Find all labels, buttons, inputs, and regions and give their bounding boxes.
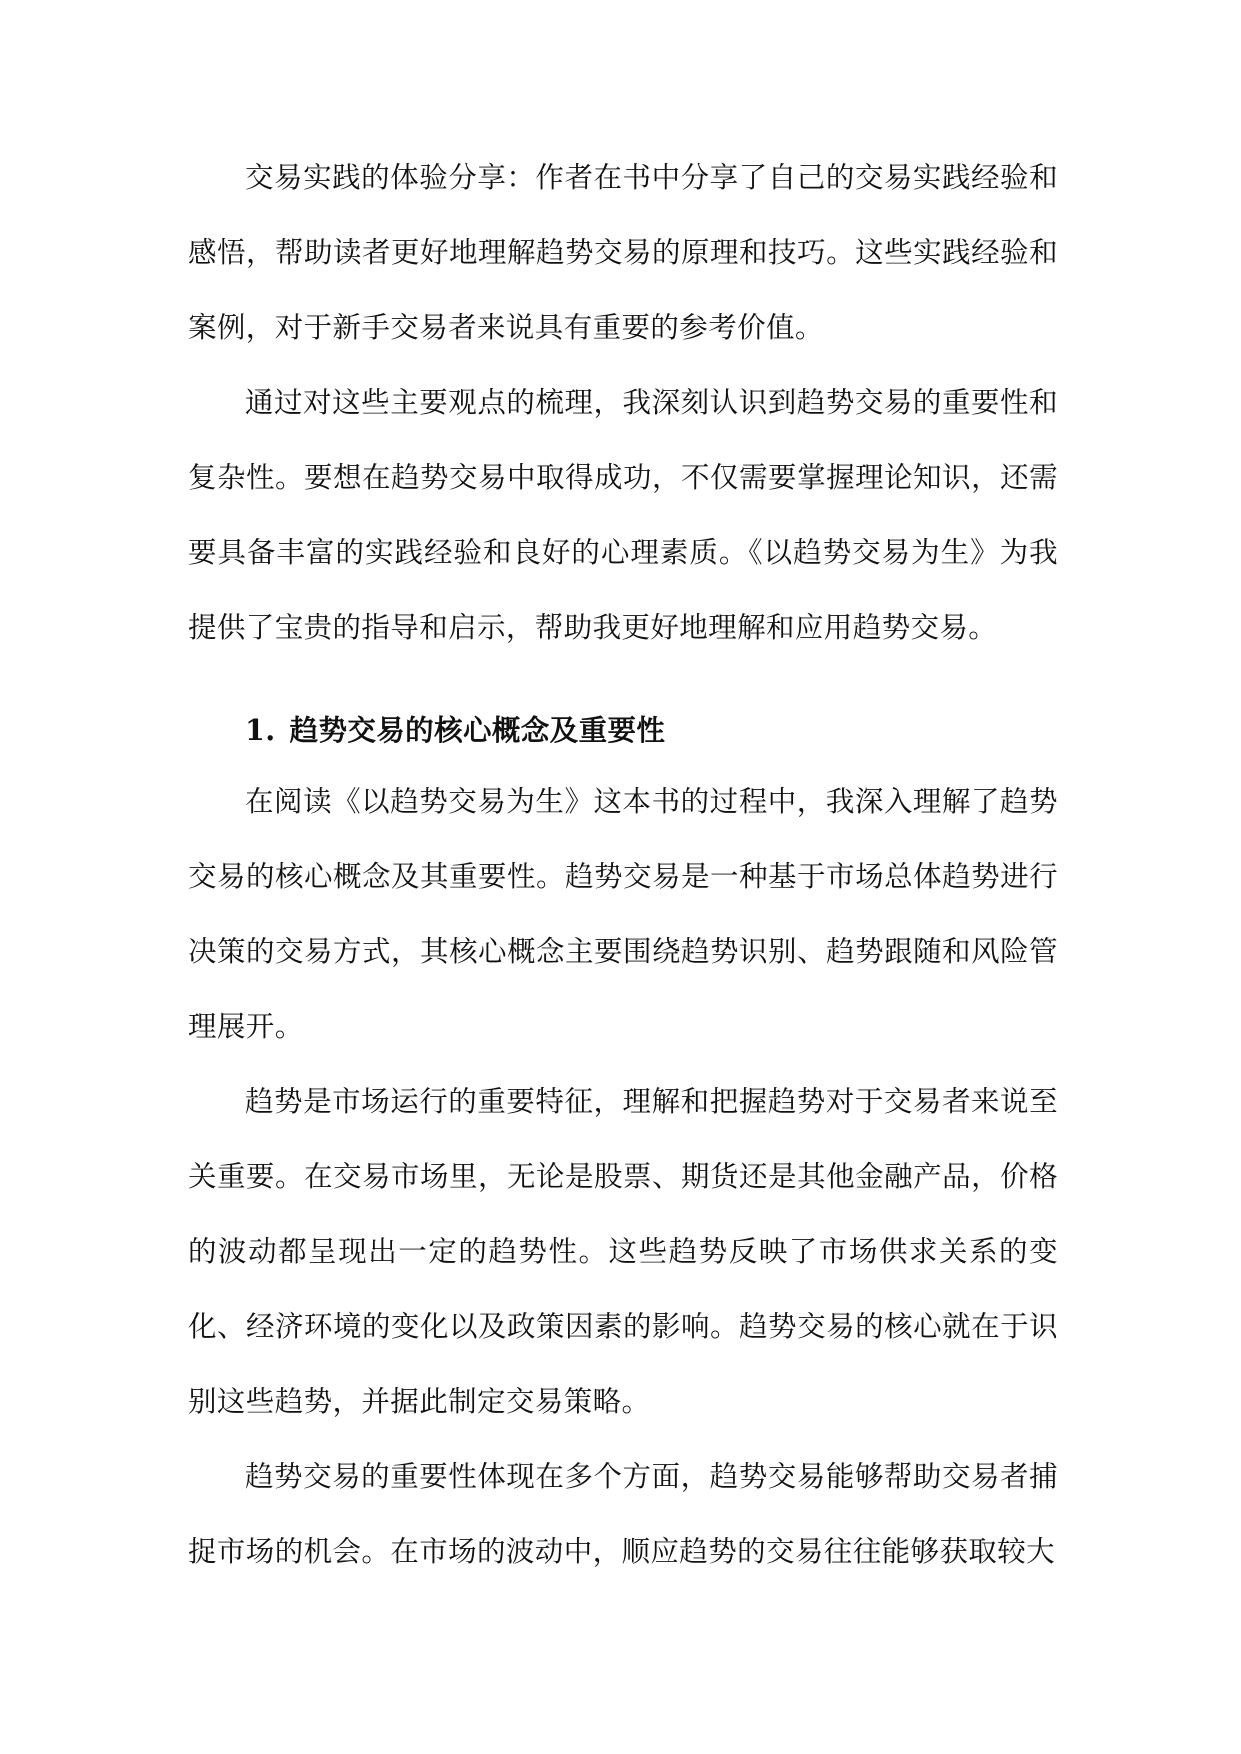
body-paragraph: 在阅读《以趋势交易为生》这本书的过程中，我深入理解了趋势交易的核心概念及其重要性。趋势交易是一种基于市场总体趋势进行决策的交易方式，其核心概念主要围绕趋势识别、趋势跟随和风险管理展开。 xyxy=(188,785,1058,1043)
body-paragraph: 通过对这些主要观点的梳理，我深刻认识到趋势交易的重要性和复杂性。要想在趋势交易中取得成功，不仅需要掌握理论知识，还需要具备丰富的实践经验和良好的心理素质。《以趋势交易为生》为我提供了宝贵的指导和启示，帮助我更好地理解和应用趋势交易。 xyxy=(188,386,1058,644)
body-paragraph: 趋势交易的重要性体现在多个方面，趋势交易能够帮助交易者捕捉市场的机会。在市场的波动中，顺应趋势的交易往往能够获取较大 xyxy=(188,1460,1058,1568)
body-paragraph: 趋势是市场运行的重要特征，理解和把握趋势对于交易者来说至关重要。在交易市场里，无论是股票、期货还是其他金融产品，价格的波动都呈现出一定的趋势性。这些趋势反映了市场供求关系的变化、经济环境的变化以及政策因素的影响。趋势交易的核心就在于识别这些趋势，并据此制定交易策略。 xyxy=(188,1085,1058,1418)
section-number: 1. xyxy=(245,713,276,747)
section-heading xyxy=(188,700,1058,760)
body-paragraph: 交易实践的体验分享：作者在书中分享了自己的交易实践经验和感悟，帮助读者更好地理解趋势交易的原理和技巧。这些实践经验和案例，对于新手交易者来说具有重要的参考价值。 xyxy=(188,161,1058,344)
section-title: 趋势交易的核心概念及重要性 xyxy=(289,713,666,747)
document-page xyxy=(188,140,1058,1589)
